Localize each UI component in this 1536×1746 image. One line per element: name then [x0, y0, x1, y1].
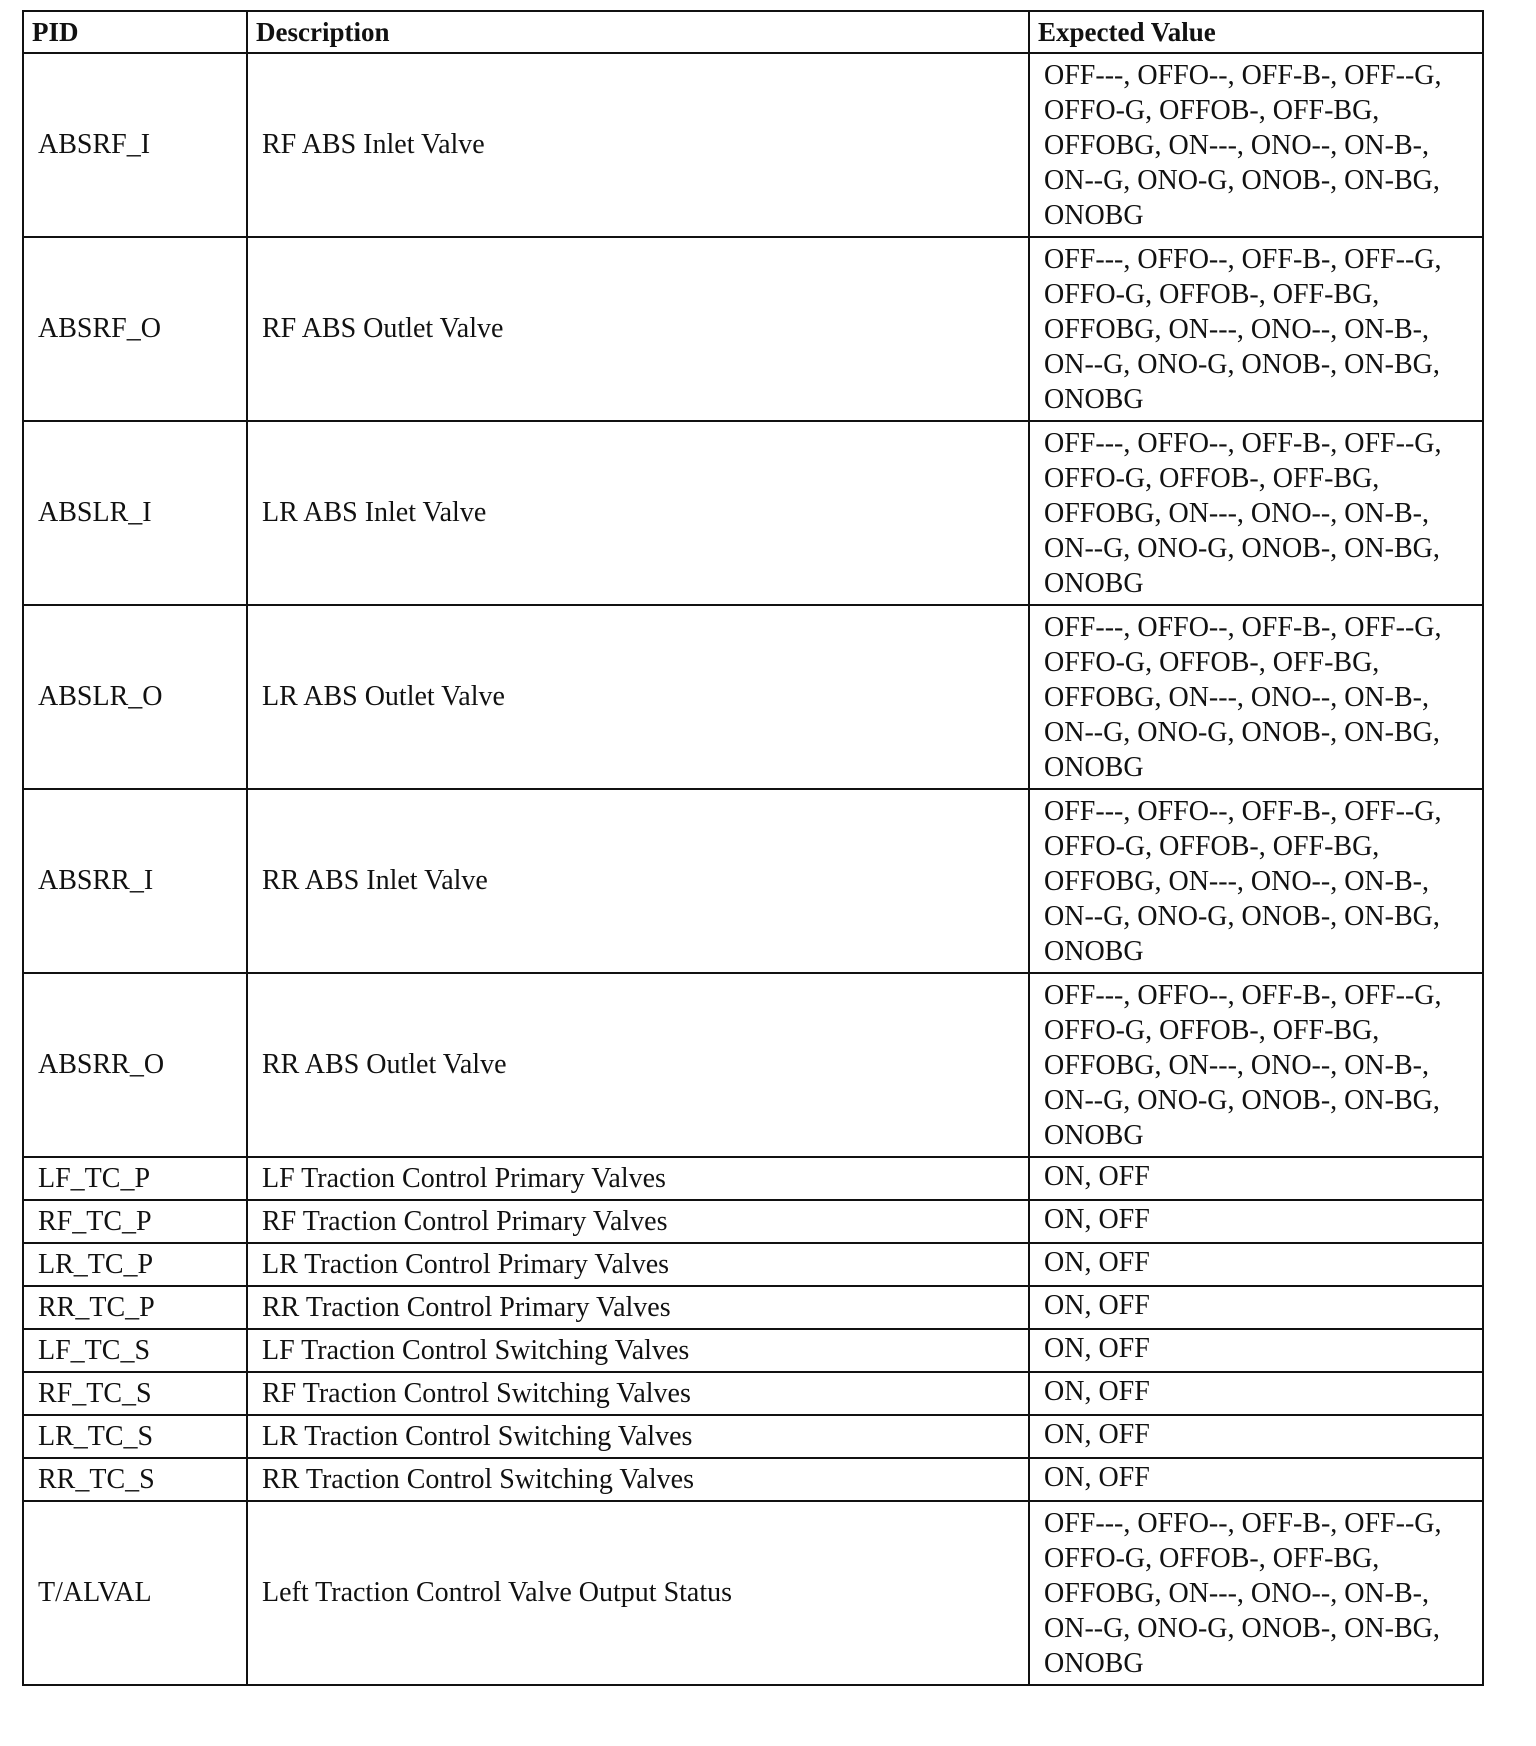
expected-value-cell: OFF---, OFFO--, OFF-B-, OFF--G, OFFO-G, OFFOB-, OFF-BG, OFFOBG, ON---, ONO--, ON-B-, ON--G, ONO-G, ONOB-, ON-BG, ONOBG: [1029, 605, 1483, 789]
description-cell: Left Traction Control Valve Output Status: [247, 1501, 1029, 1685]
pid-cell: LR_TC_P: [23, 1243, 247, 1286]
description-cell: RR ABS Outlet Valve: [247, 973, 1029, 1157]
expected-value-cell: ON, OFF: [1029, 1329, 1483, 1372]
header-expected-value: Expected Value: [1029, 11, 1483, 53]
description-cell: RF Traction Control Primary Valves: [247, 1200, 1029, 1243]
expected-value-cell: OFF---, OFFO--, OFF-B-, OFF--G, OFFO-G, OFFOB-, OFF-BG, OFFOBG, ON---, ONO--, ON-B-, ON--G, ONO-G, ONOB-, ON-BG, ONOBG: [1029, 421, 1483, 605]
header-row: [23, 11, 1483, 53]
pid-cell: RF_TC_P: [23, 1200, 247, 1243]
header-description: Description: [247, 11, 1029, 53]
pid-cell: ABSRF_I: [23, 53, 247, 237]
expected-value-cell: ON, OFF: [1029, 1200, 1483, 1243]
expected-value-cell: OFF---, OFFO--, OFF-B-, OFF--G, OFFO-G, OFFOB-, OFF-BG, OFFOBG, ON---, ONO--, ON-B-, ON--G, ONO-G, ONOB-, ON-BG, ONOBG: [1029, 789, 1483, 973]
expected-value-cell: OFF---, OFFO--, OFF-B-, OFF--G, OFFO-G, OFFOB-, OFF-BG, OFFOBG, ON---, ONO--, ON-B-, ON--G, ONO-G, ONOB-, ON-BG, ONOBG: [1029, 53, 1483, 237]
table-row: [23, 973, 1483, 1157]
description-cell: RF ABS Inlet Valve: [247, 53, 1029, 237]
pid-cell: LF_TC_S: [23, 1329, 247, 1372]
table-row: [23, 421, 1483, 605]
description-cell: LF Traction Control Primary Valves: [247, 1157, 1029, 1200]
pid-cell: RR_TC_S: [23, 1458, 247, 1501]
table-row: [23, 1458, 1483, 1501]
pid-cell: RR_TC_P: [23, 1286, 247, 1329]
expected-value-cell: OFF---, OFFO--, OFF-B-, OFF--G, OFFO-G, OFFOB-, OFF-BG, OFFOBG, ON---, ONO--, ON-B-, ON--G, ONO-G, ONOB-, ON-BG, ONOBG: [1029, 973, 1483, 1157]
description-cell: RF ABS Outlet Valve: [247, 237, 1029, 421]
expected-value-cell: OFF---, OFFO--, OFF-B-, OFF--G, OFFO-G, OFFOB-, OFF-BG, OFFOBG, ON---, ONO--, ON-B-, ON--G, ONO-G, ONOB-, ON-BG, ONOBG: [1029, 237, 1483, 421]
table-row: [23, 1286, 1483, 1329]
table-row: [23, 237, 1483, 421]
expected-value-cell: ON, OFF: [1029, 1415, 1483, 1458]
table-row: [23, 1501, 1483, 1685]
description-cell: RR Traction Control Switching Valves: [247, 1458, 1029, 1501]
expected-value-cell: OFF---, OFFO--, OFF-B-, OFF--G, OFFO-G, OFFOB-, OFF-BG, OFFOBG, ON---, ONO--, ON-B-, ON--G, ONO-G, ONOB-, ON-BG, ONOBG: [1029, 1501, 1483, 1685]
table-row: [23, 53, 1483, 237]
pid-cell: ABSRR_O: [23, 973, 247, 1157]
table-row: [23, 1157, 1483, 1200]
pid-cell: ABSRF_O: [23, 237, 247, 421]
pid-cell: RF_TC_S: [23, 1372, 247, 1415]
table-row: [23, 1415, 1483, 1458]
table-row: [23, 1200, 1483, 1243]
pid-table: [22, 10, 1484, 1686]
expected-value-cell: ON, OFF: [1029, 1286, 1483, 1329]
description-cell: RR Traction Control Primary Valves: [247, 1286, 1029, 1329]
description-cell: LR ABS Outlet Valve: [247, 605, 1029, 789]
table-row: [23, 789, 1483, 973]
expected-value-cell: ON, OFF: [1029, 1458, 1483, 1501]
table-row: [23, 1329, 1483, 1372]
table-row: [23, 605, 1483, 789]
description-cell: LR Traction Control Switching Valves: [247, 1415, 1029, 1458]
description-cell: LR Traction Control Primary Valves: [247, 1243, 1029, 1286]
pid-cell: ABSLR_O: [23, 605, 247, 789]
table-row: [23, 1372, 1483, 1415]
pid-cell: ABSRR_I: [23, 789, 247, 973]
pid-cell: T/ALVAL: [23, 1501, 247, 1685]
expected-value-cell: ON, OFF: [1029, 1243, 1483, 1286]
expected-value-cell: ON, OFF: [1029, 1157, 1483, 1200]
pid-cell: LF_TC_P: [23, 1157, 247, 1200]
table-row: [23, 1243, 1483, 1286]
pid-cell: LR_TC_S: [23, 1415, 247, 1458]
description-cell: RF Traction Control Switching Valves: [247, 1372, 1029, 1415]
description-cell: RR ABS Inlet Valve: [247, 789, 1029, 973]
pid-cell: ABSLR_I: [23, 421, 247, 605]
description-cell: LR ABS Inlet Valve: [247, 421, 1029, 605]
header-pid: PID: [23, 11, 247, 53]
description-cell: LF Traction Control Switching Valves: [247, 1329, 1029, 1372]
expected-value-cell: ON, OFF: [1029, 1372, 1483, 1415]
